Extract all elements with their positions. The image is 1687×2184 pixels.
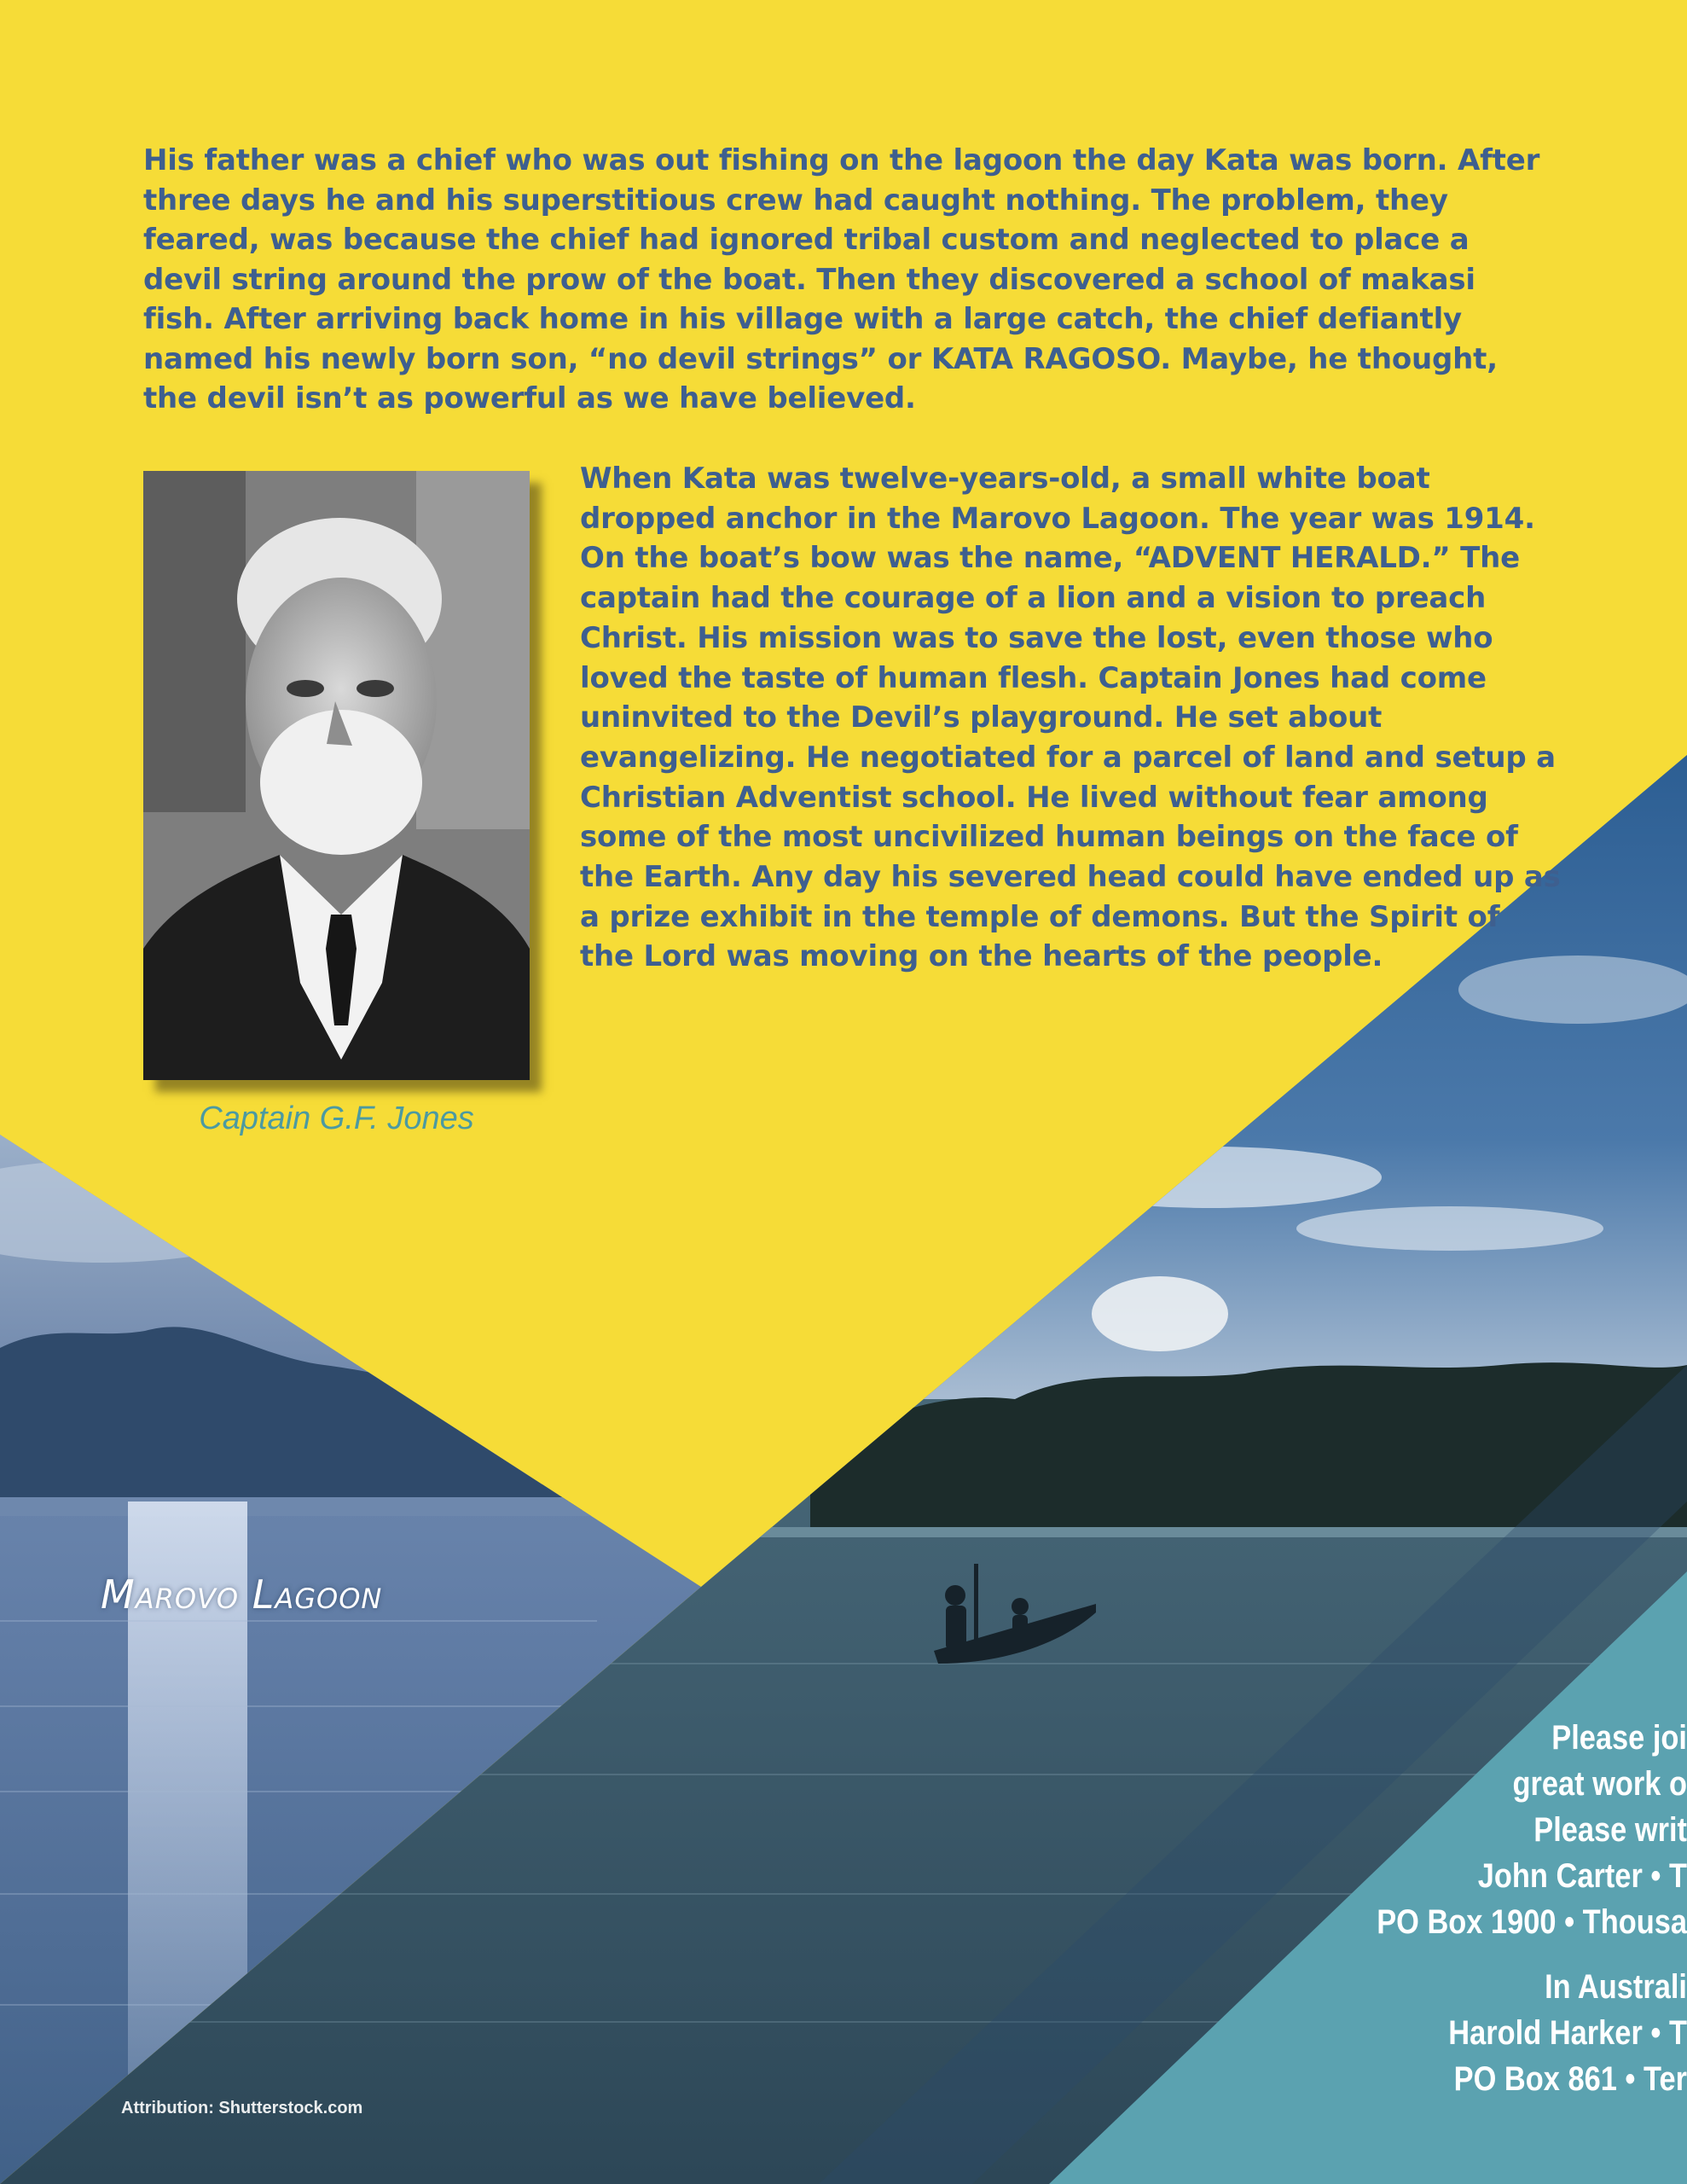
captain-jones-portrait (143, 471, 530, 1080)
portrait-caption: Captain G.F. Jones (199, 1101, 474, 1136)
place-label: Marovo Lagoon (101, 1571, 383, 1618)
photo-credit: Attribution: Shutterstock.com (121, 2099, 363, 2117)
contact-line: Please joi (1551, 1719, 1687, 1757)
contact-line: great work o (1512, 1765, 1687, 1803)
story-paragraph: When Kata was twelve-years-old, a small white boat dropped anchor in the Marovo Lagoon. The year was 1914. On the boat’s bow was the name, “ADVENT HERALD.” The captain had the courage of a lion and a vision to preach Christ. His mission was to save the lost, even those who loved the taste of human flesh. Captain Jones had come uninvited to the Devil’s playground. He set about evangelizing. He negotiated for a parcel of land and setup a Christian Adventist school. He lived without fear among some of the most uncivilized human beings on the face of the Earth. Any day his severed head could have ended up as a prize exhibit in the temple of demons. But the Spirit of the Lord was moving on the hearts of the people. (580, 462, 1561, 974)
contact-line: Please writ (1533, 1811, 1687, 1849)
contact-panel (1279, 1715, 1687, 2102)
contact-line: PO Box 861 • Ter (1453, 2060, 1687, 2098)
contact-line: In Australi (1545, 1968, 1687, 2006)
contact-line: John Carter • T (1477, 1857, 1687, 1895)
contact-line: PO Box 1900 • Thousa (1377, 1903, 1687, 1941)
contact-line: Harold Harker • T (1448, 2014, 1687, 2052)
intro-paragraph: His father was a chief who was out fishing on the lagoon the day Kata was born. After three days he and his superstitious crew had caught nothing. The problem, they feared, was because the chief had ignored tribal custom and neglected to place a devil string around the prow of the boat. Then they discovered a school of makasi fish. After arriving back home in his village with a large catch, the chief defiantly named his newly born son, “no devil strings” or KATA RAGOSO. Maybe, he thought, the devil isn’t as powerful as we have believed. (143, 143, 1540, 415)
